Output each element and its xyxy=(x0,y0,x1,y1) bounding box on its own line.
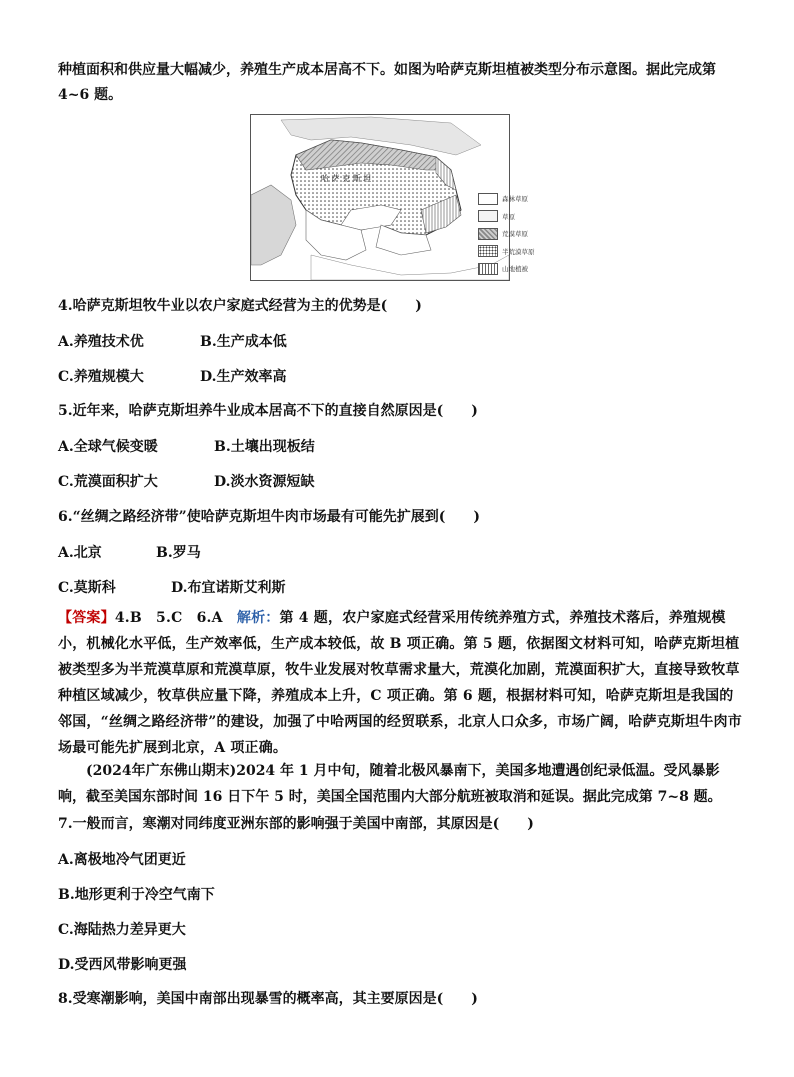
legend-item-semi-desert-steppe: 半荒漠草原 xyxy=(478,243,535,261)
analysis-text: 第 4 题，农户家庭式经营采用传统养殖方式，养殖技术落后，养殖规模小，机械化水平低，生产效率低，生产成本较低，故 B 项正确。第 5 题，依据图文材料可知，哈萨克斯坦植被类型多为半荒漠草原和荒漠草原，牧牛业发展对牧草需求量大，荒漠化加剧，荒漠面积扩大，直接导致牧草种植区域减少，牧草供应量下降，养殖成本上升，C 项正确。第 6 题，根据材料可知，哈萨克斯坦是我国的邻国，“丝绸之路经济带”的建设，加强了中哈两国的经贸联系，北京人口众多，市场广阔，哈萨克斯坦牛肉市场最可能先扩展到北京，A 项正确。 xyxy=(58,610,742,756)
legend-swatch xyxy=(478,228,498,240)
question-7-stem: 7.一般而言，寒潮对同纬度亚洲东部的影响强于美国中南部，其原因是( ) xyxy=(58,816,534,832)
q6-option-a[interactable]: A.北京 xyxy=(58,545,102,561)
legend-item-steppe: 草原 xyxy=(478,208,535,226)
q7-option-d[interactable]: D.受西风带影响更强 xyxy=(58,957,187,973)
q6-option-d[interactable]: D.布宜诺斯艾利斯 xyxy=(171,580,286,596)
q7-option-c[interactable]: C.海陆热力差异更大 xyxy=(58,922,186,938)
q5-option-a[interactable]: A.全球气候变暖 xyxy=(58,439,158,455)
q5-option-d[interactable]: D.淡水资源短缺 xyxy=(214,474,315,490)
question-5-stem: 5.近年来，哈萨克斯坦养牛业成本居高不下的直接自然原因是( ) xyxy=(58,403,478,419)
q5-option-c[interactable]: C.荒漠面积扩大 xyxy=(58,474,158,490)
legend-swatch xyxy=(478,193,498,205)
question-4-stem: 4.哈萨克斯坦牧牛业以农户家庭式经营为主的优势是( ) xyxy=(58,298,422,314)
legend-swatch xyxy=(478,210,498,222)
q7-option-a[interactable]: A.离极地冷气团更近 xyxy=(58,852,186,868)
vegetation-map xyxy=(250,114,510,281)
q5-option-b[interactable]: B.土壤出现板结 xyxy=(214,439,315,455)
q4-option-d[interactable]: D.生产效率高 xyxy=(200,369,287,385)
legend-item-mountain-vegetation: 山地植被 xyxy=(478,260,535,278)
q4-option-b[interactable]: B.生产成本低 xyxy=(200,334,287,350)
analysis-label: 解析： xyxy=(236,610,280,626)
answer-keys: 4.B 5.C 6.A xyxy=(114,610,237,626)
legend-swatch xyxy=(478,245,498,257)
q6-option-b[interactable]: B.罗马 xyxy=(156,545,201,561)
q6-option-c[interactable]: C.莫斯科 xyxy=(58,580,116,596)
q4-option-a[interactable]: A.养殖技术优 xyxy=(58,334,144,350)
intro-paragraph: 种植面积和供应量大幅减少，养殖生产成本居高不下。如图为哈萨克斯坦植被类型分布示意图。据此完成第 4~6 题。 xyxy=(58,62,716,103)
legend-item-forest-steppe: 森林草原 xyxy=(478,190,535,208)
question-6-stem: 6.“丝绸之路经济带”使哈萨克斯坦牛肉市场最有可能先扩展到( ) xyxy=(58,509,480,525)
q7-option-b[interactable]: B.地形更利于冷空气南下 xyxy=(58,887,215,903)
map-legend xyxy=(478,190,535,278)
answer-tag: 【答案】 xyxy=(58,610,115,626)
map-country-label: 哈 萨 克 斯 坦 xyxy=(321,174,372,183)
material-paragraph: (2024年广东佛山期末)2024 年 1 月中旬，随着北极风暴南下，美国多地遭遇创纪录低温。受风暴影响，截至美国东部时间 16 日下午 5 时，美国全国范围内大部分航班被取消和延误。据此完成第 7~8 题。 xyxy=(58,763,722,805)
q4-option-c[interactable]: C.养殖规模大 xyxy=(58,369,144,385)
legend-swatch xyxy=(478,263,498,275)
answer-paragraph xyxy=(58,605,744,761)
question-8-stem: 8.受寒潮影响，美国中南部出现暴雪的概率高，其主要原因是( ) xyxy=(58,991,478,1007)
legend-item-desert-steppe: 荒漠草原 xyxy=(478,225,535,243)
